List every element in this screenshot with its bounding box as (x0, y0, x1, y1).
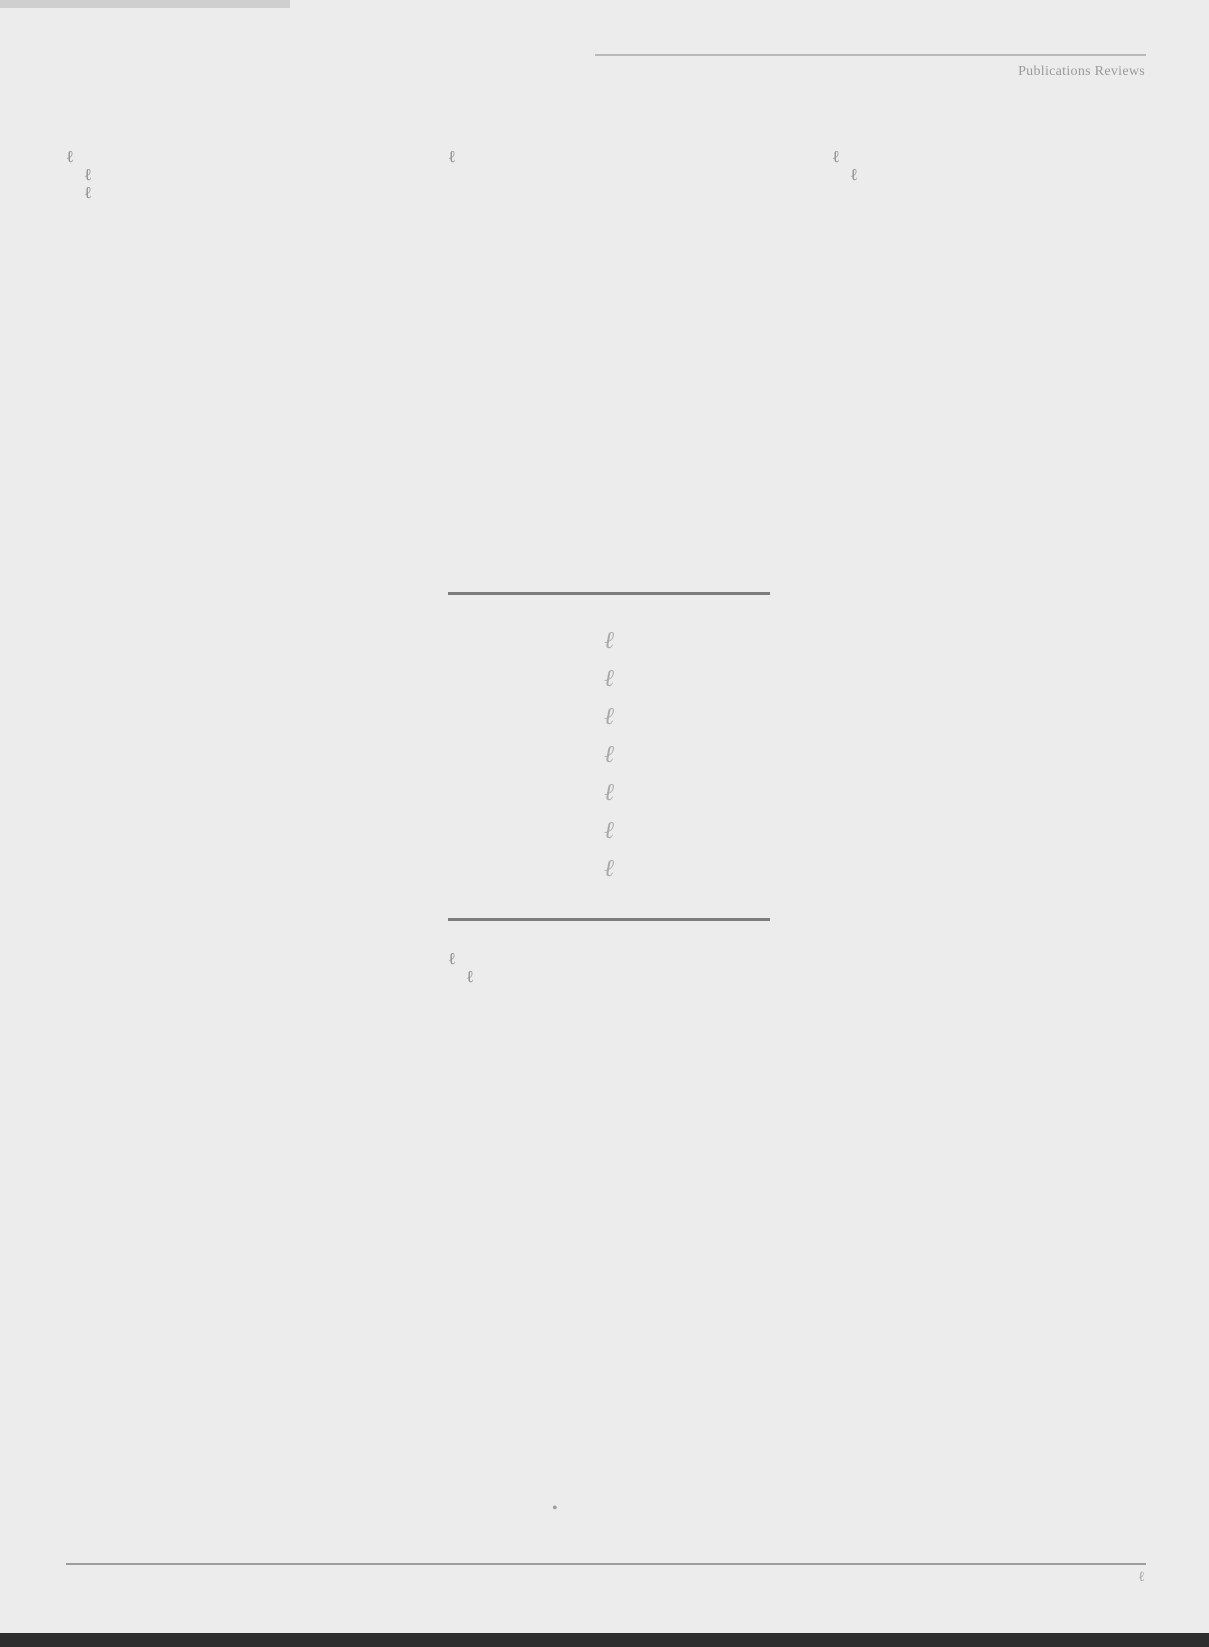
top-edge-bar (0, 0, 290, 8)
paragraph: ℓ (66, 147, 74, 166)
pull-quote (448, 622, 770, 888)
pull-quote-line: ℓ (604, 742, 614, 768)
text-column-2-bottom (448, 950, 770, 986)
text-column-3 (832, 148, 1144, 184)
paragraph: ℓ (84, 164, 92, 184)
pull-quote-line: ℓ (604, 856, 614, 882)
text-column-1 (66, 148, 384, 202)
pullquote-top-rule (448, 592, 770, 595)
paragraph: ℓ (850, 164, 858, 184)
center-mark: • (552, 1500, 558, 1517)
footer-text: ℓ (1138, 1570, 1145, 1585)
footer-rule (66, 1563, 1146, 1565)
paragraph: ℓ (448, 949, 456, 968)
pull-quote-line: ℓ (604, 818, 614, 844)
pull-quote-line: ℓ (604, 704, 614, 730)
paragraph: ℓ (466, 966, 474, 986)
header-rule (595, 54, 1146, 56)
pull-quote-line: ℓ (604, 780, 614, 806)
paragraph: ℓ (448, 147, 456, 166)
pull-quote-line: ℓ (604, 666, 614, 692)
text-column-2-top (448, 148, 770, 166)
pull-quote-line: ℓ (604, 628, 614, 654)
paragraph: ℓ (84, 182, 92, 202)
paragraph: ℓ (832, 147, 840, 166)
pullquote-bottom-rule (448, 918, 770, 921)
running-head: Publications Reviews (1018, 64, 1145, 79)
bottom-edge-bar (0, 1633, 1209, 1647)
